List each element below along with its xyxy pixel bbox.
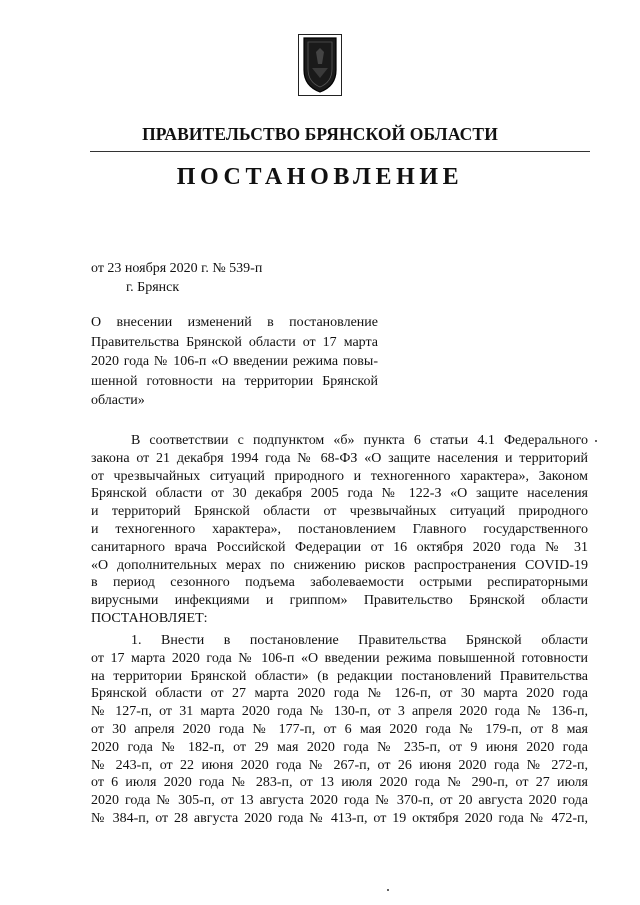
city-name: г. Брянск xyxy=(126,280,180,295)
paragraph-line: Брянской области от 27 марта 2020 года № 126-п, от 30 марта 2020 года xyxy=(91,686,588,702)
paragraph-line: в период сезонного подъема заболеваемости острыми респираторными xyxy=(91,575,588,591)
paragraph-line: № 127-п, от 31 марта 2020 года № 130-п, от 3 апреля 2020 года № 136-п, xyxy=(91,704,588,720)
subject-line: Правительства Брянской области от 17 марта xyxy=(91,334,378,350)
subject-line: О внесении изменений в постановление xyxy=(91,315,378,330)
subject-line: шенной готовности на территории Брянской xyxy=(91,373,378,389)
paragraph-line: от 6 июля 2020 года № 283-п, от 13 июля 2020 года № 290-п, от 27 июля xyxy=(91,775,588,791)
subject-line: 2020 года № 106-п «О введении режима повы- xyxy=(91,354,378,369)
scan-speck xyxy=(595,440,597,442)
coat-of-arms-icon xyxy=(298,34,342,96)
paragraph-line: № 243-п, от 22 июня 2020 года № 267-п, от 26 июня 2020 года № 272-п, xyxy=(91,757,588,773)
date-and-number: от 23 ноября 2020 г. № 539-п xyxy=(91,261,263,276)
paragraph-line: закона от 21 декабря 1994 года № 68-ФЗ «О защите населения и территорий xyxy=(91,450,588,466)
paragraph-line: 2020 года № 305-п, от 13 августа 2020 года № 370-п, от 20 августа 2020 года xyxy=(91,793,588,809)
paragraph-line: 1. Внести в постановление Правительства Брянской области xyxy=(131,633,588,648)
paragraph-line: от 30 апреля 2020 года № 177-п, от 6 мая 2020 года № 179-п, от 8 мая xyxy=(91,721,588,737)
document-subject xyxy=(91,313,378,411)
paragraph-line: № 384-п, от 28 августа 2020 года № 413-п, от 19 октября 2020 года № 472-п, xyxy=(91,810,588,826)
paragraph-line: санитарного врача Российской Федерации от 16 октября 2020 года № 31 xyxy=(91,539,588,555)
paragraph-line: вирусными инфекциями и гриппом» Правительство Брянской области xyxy=(91,593,588,609)
paragraph-line: и территорий Брянской области от чрезвычайных ситуаций природного xyxy=(91,504,588,520)
paragraph-line: от 17 марта 2020 года № 106-п «О введении режима повышенной готовности xyxy=(91,650,588,666)
scan-speck xyxy=(387,889,389,891)
government-name: ПРАВИТЕЛЬСТВО БРЯНСКОЙ ОБЛАСТИ xyxy=(142,124,498,144)
paragraph-line: Брянской области от 30 декабря 2005 года № 122-З «О защите населения xyxy=(91,486,588,502)
paragraph-line: ПОСТАНОВЛЯЕТ: xyxy=(91,610,208,626)
paragraph-line: «О дополнительных мерах по снижению рисков распространения COVID-19 xyxy=(91,557,588,573)
item-1-paragraph xyxy=(91,632,588,828)
paragraph-line: В соответствии с подпунктом «б» пункта 6 статьи 4.1 Федерального xyxy=(131,433,588,448)
paragraph-line: и техногенного характера», постановлением Главного государственного xyxy=(91,521,588,537)
header-divider xyxy=(90,151,590,152)
subject-line: области» xyxy=(91,393,145,408)
paragraph-line: на территории Брянской области» (в редакции постановлений Правительства xyxy=(91,668,588,684)
preamble-paragraph xyxy=(91,432,588,628)
paragraph-line: от чрезвычайных ситуаций природного и техногенного характера», Законом xyxy=(91,468,588,484)
document-type-title: ПОСТАНОВЛЕНИЕ xyxy=(176,164,464,190)
paragraph-line: 2020 года № 182-п, от 29 мая 2020 года № 235-п, от 9 июня 2020 года xyxy=(91,739,588,755)
